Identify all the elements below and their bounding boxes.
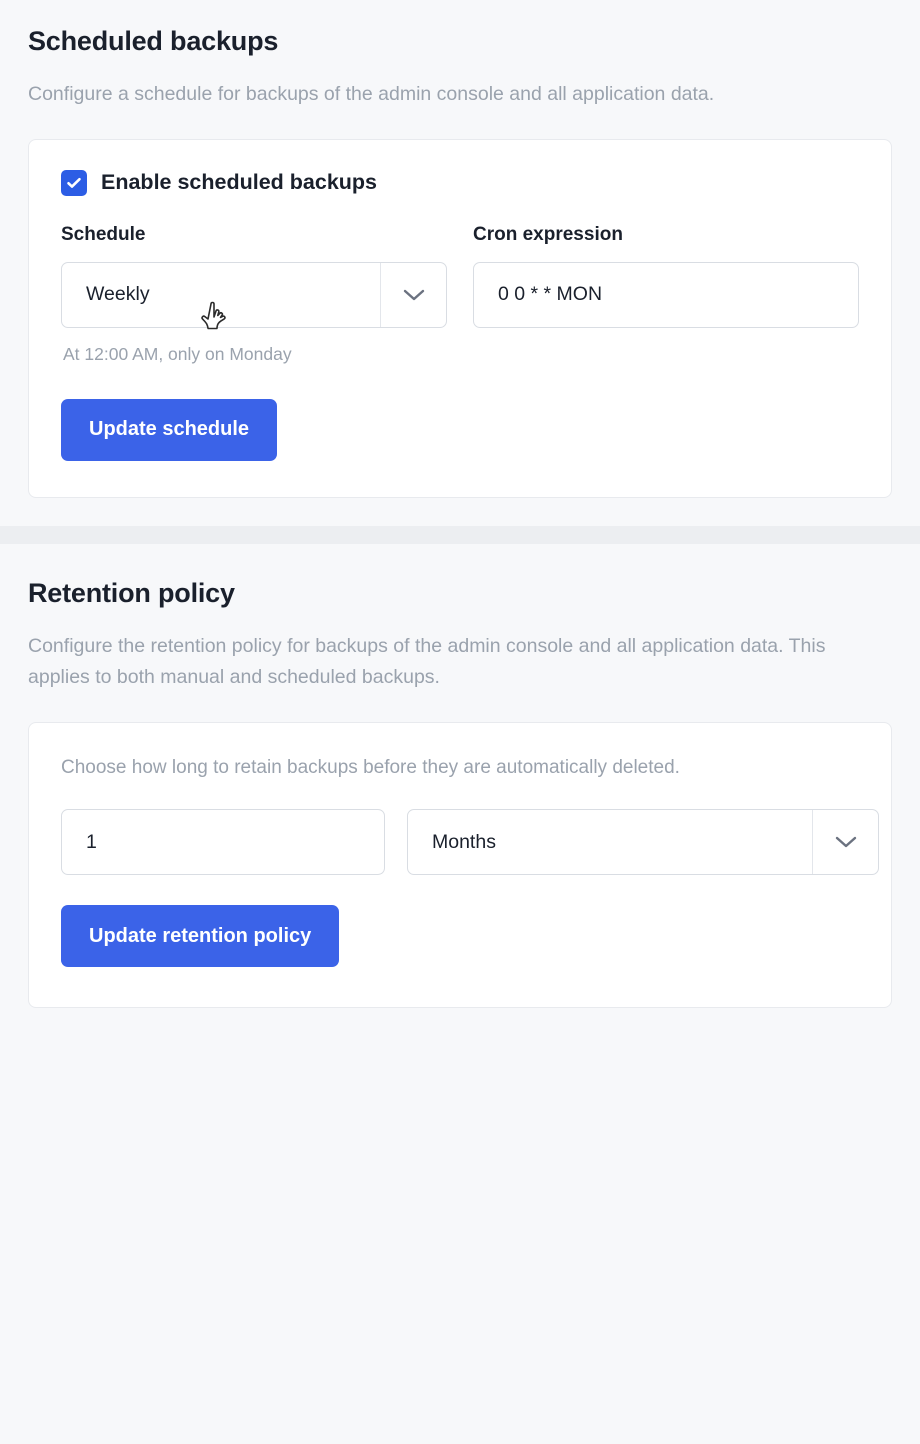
schedule-field [61,224,447,365]
schedule-helper-text: At 12:00 AM, only on Monday [63,343,292,364]
schedule-fields-row [61,224,859,365]
chevron-down-icon[interactable] [380,263,446,327]
enable-scheduled-backups-label: Enable scheduled backups [101,170,378,195]
retention-amount-input-wrapper[interactable] [61,809,385,875]
schedule-field-label: Schedule [61,223,146,245]
section-divider [0,526,920,544]
enable-scheduled-backups-row[interactable] [61,170,859,196]
scheduled-backups-title: Scheduled backups [28,26,279,56]
cron-field-label: Cron expression [473,223,623,245]
cron-field [473,224,859,365]
retention-unit-select[interactable] [407,809,879,875]
retention-unit-field [407,809,879,875]
chevron-down-icon[interactable] [812,810,878,874]
cron-input-wrapper[interactable] [473,262,859,328]
retention-unit-select-value: Months [432,830,496,853]
retention-fields-row [61,809,859,875]
cron-input[interactable] [498,283,858,306]
retention-policy-title: Retention policy [28,577,235,608]
retention-card-description: Choose how long to retain backups before they are automatically deleted. [61,756,680,778]
retention-policy-card [28,722,892,1008]
scheduled-backups-description: Configure a schedule for backups of the admin console and all application data. [28,83,715,105]
update-retention-policy-button[interactable]: Update retention policy [61,905,339,967]
checkbox-checked-icon[interactable] [61,170,87,196]
update-schedule-button[interactable]: Update schedule [61,399,277,461]
retention-amount-input[interactable] [86,831,384,854]
retention-amount-field [61,809,385,875]
scheduled-backups-card [28,139,892,498]
retention-policy-section [0,544,920,1009]
schedule-select[interactable] [61,262,447,328]
schedule-select-value: Weekly [86,283,150,306]
retention-policy-description: Configure the retention policy for backups of the admin console and all application data. This applies to both manual and scheduled backups. [28,634,826,689]
scheduled-backups-section [0,0,920,526]
